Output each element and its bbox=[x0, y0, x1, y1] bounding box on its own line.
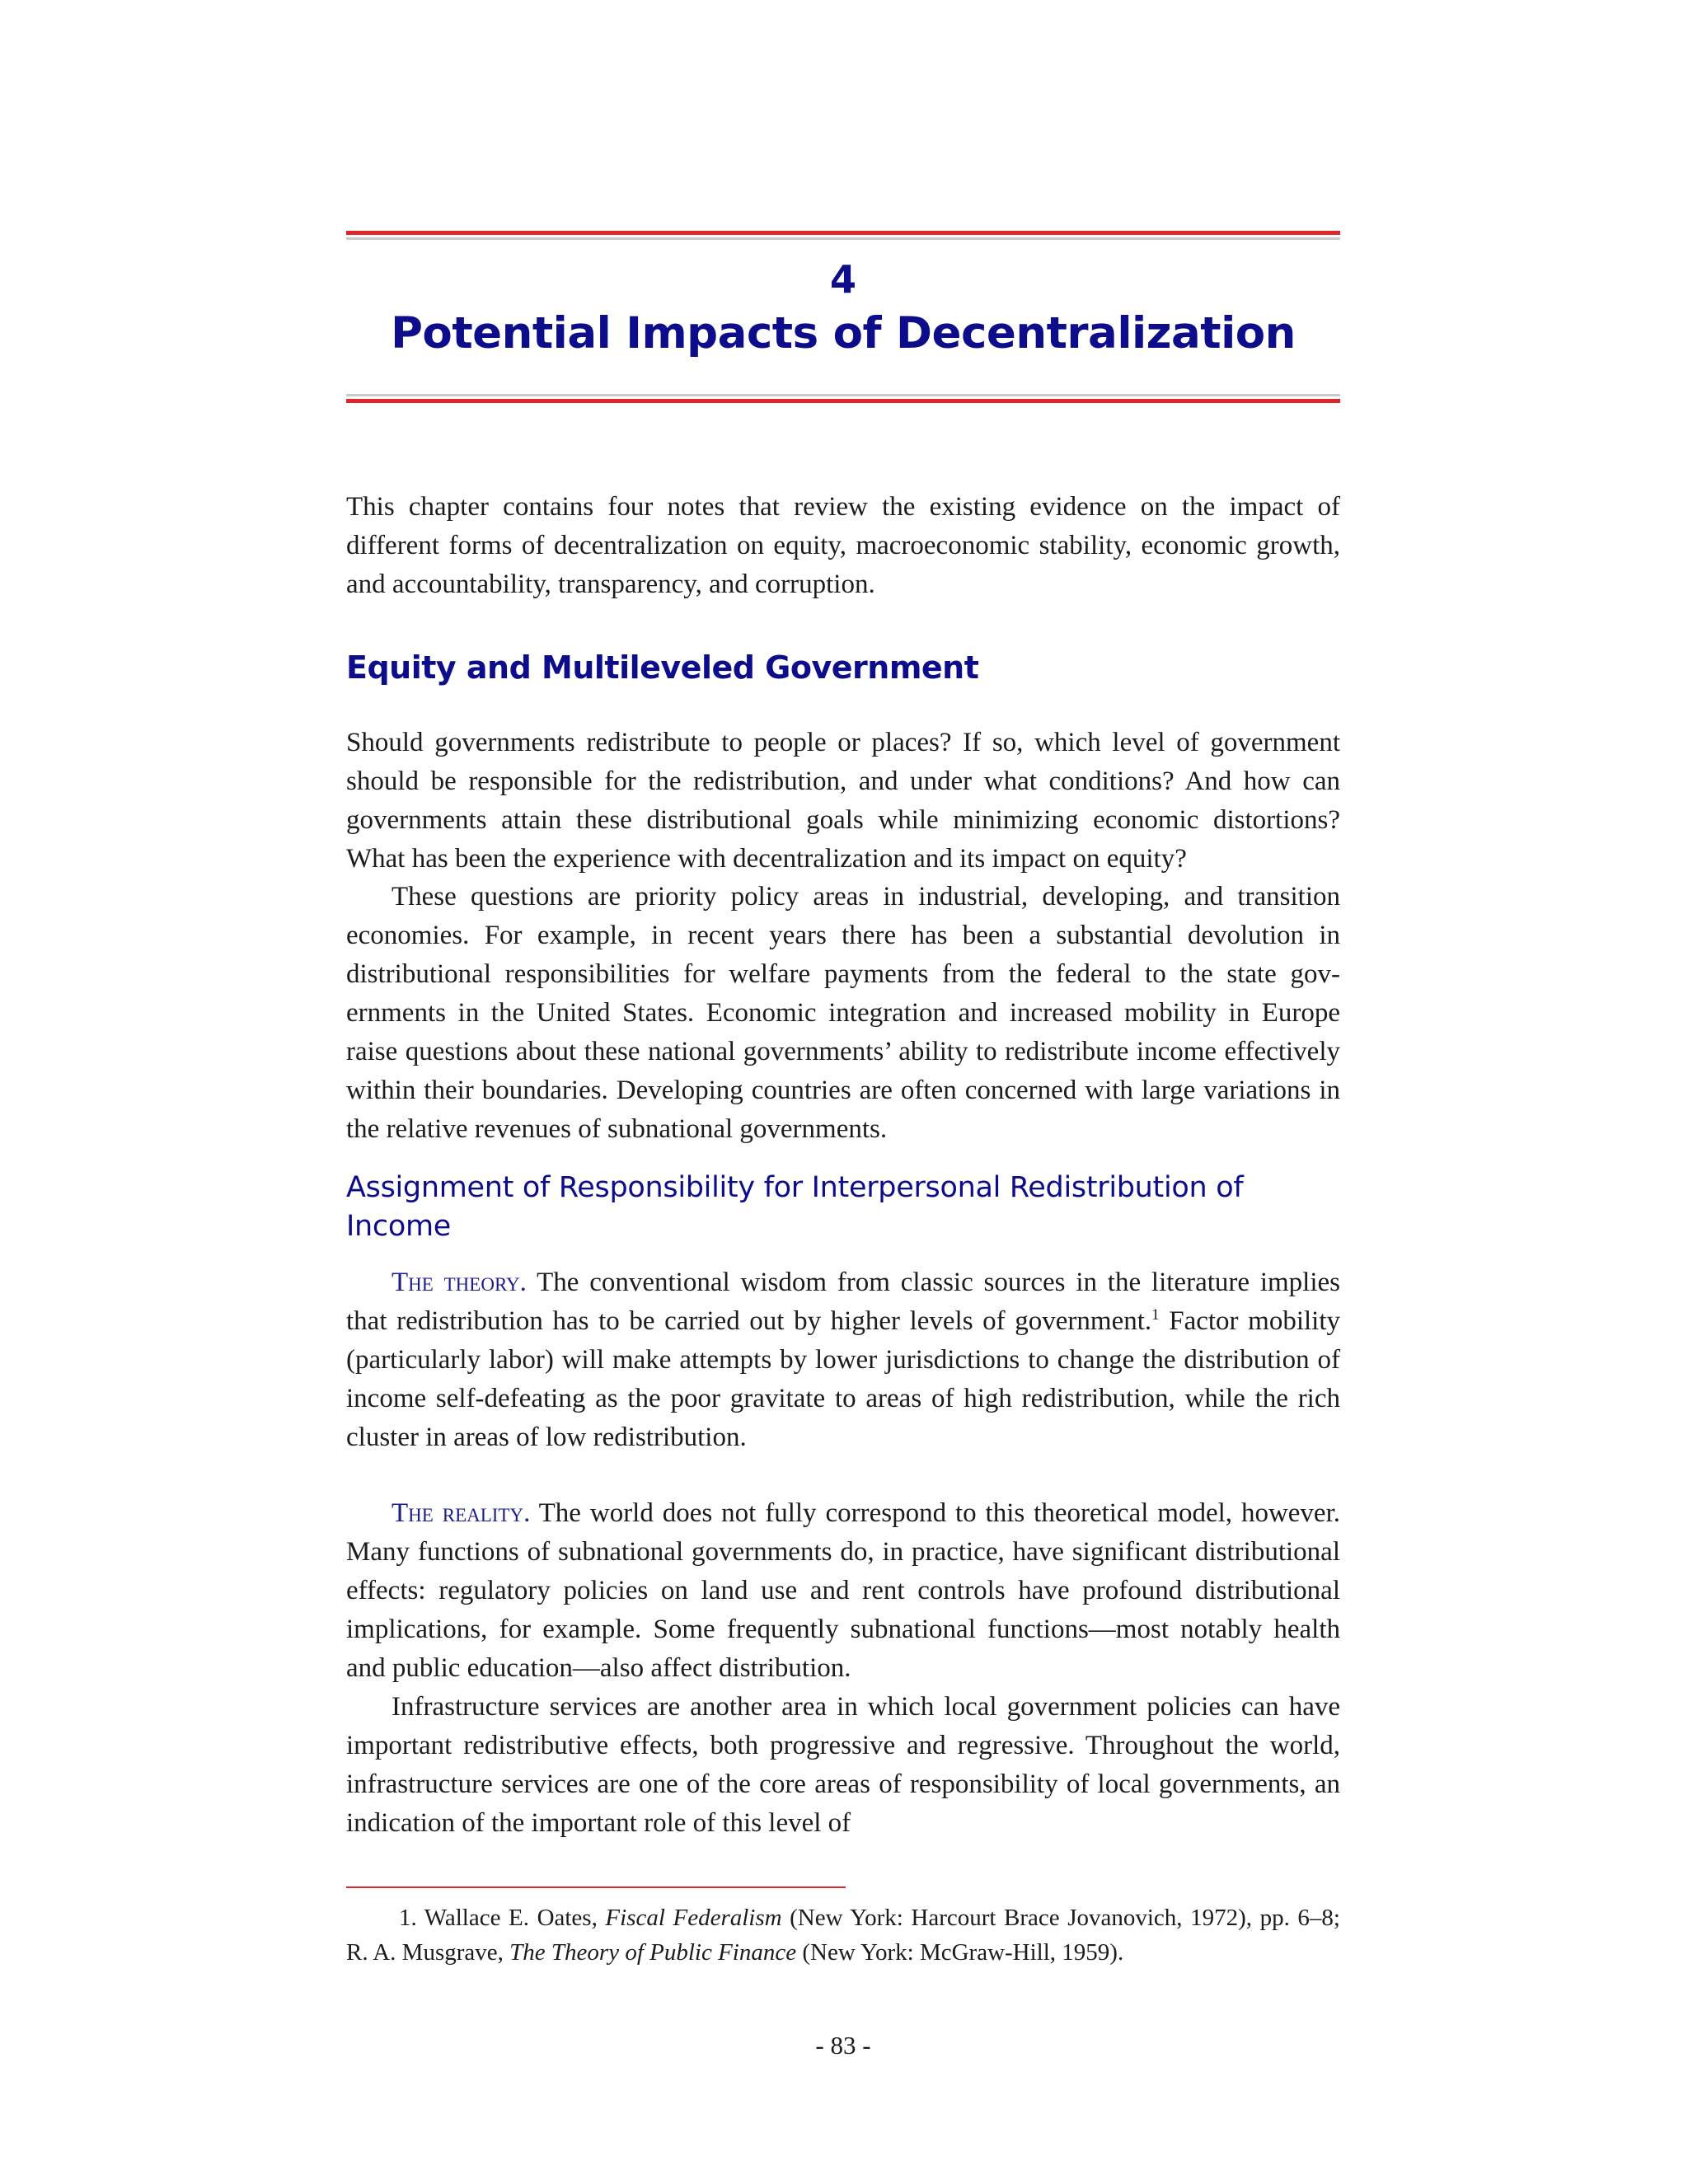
footnote-tail: (New York: McGraw-Hill, 1959). bbox=[796, 1939, 1124, 1966]
theory-text-b: Factor mobility (particularly labor) will make attempts by lower jurisdictions to change the distribution of income self-defeating as the poor gravitate to areas of high redistribution, while the rich cluster in areas of low redistribution. bbox=[346, 1306, 1340, 1452]
theory-text-a: The conventional wisdom from classic sources in the literature implies that redistribution has to be carried out by higher levels of government. bbox=[346, 1268, 1340, 1336]
section-heading: Equity and Multileveled Government bbox=[346, 649, 979, 686]
footnote-marker[interactable]: 1 bbox=[1151, 1306, 1160, 1324]
infrastructure-paragraph: Infrastructure services are another area in which local government policies can have important redistributive effects, both progressive and regressive. Throughout the world, infrastructure services are one of the core areas of responsibility of local governments, an indication of the important role of this level of bbox=[346, 1692, 1340, 1838]
subsection-heading: Assignment of Responsibility for Interpersonal Redistribution of Income bbox=[346, 1171, 1244, 1243]
reality-label: The reality. bbox=[392, 1498, 531, 1528]
section-paragraph-2: These questions are priority policy areas in industrial, developing, and transition economies. For example, in recent years there has been a substantial devolution in distributional responsibilities for welfare payments from the federal to the state governments in the United States. Economic integration and increased mobility in Europe raise questions about these national governments’ ability to redistribute income effectively within their boundaries. Developing countries are often concerned with large variations in the relative revenues of subnational governments. bbox=[346, 882, 1340, 1144]
footnote-text bbox=[346, 1900, 1340, 1970]
chapter-number: 4 bbox=[829, 257, 856, 302]
footnote-mid: (New York: Harcourt Brace Jovanovich, 1972), pp. 6–8; R. A. Musgrave, bbox=[346, 1905, 1340, 1966]
footnote-divider bbox=[346, 1886, 846, 1888]
chapter-rule-bottom bbox=[346, 394, 1340, 403]
chapter-rule-top bbox=[346, 231, 1340, 240]
chapter-title: Potential Impacts of Decentralization bbox=[391, 308, 1296, 359]
reality-text: The world does not fully correspond to this theoretical model, however. Many functions of subnational governments do, in practice, have significant distributional effects: regulatory policies on land use and rent controls have profound distributional implications, for example. Some frequently subnational functions—most notably health and public education—also affect distribution. bbox=[346, 1498, 1340, 1683]
reality-paragraph bbox=[346, 1494, 1340, 1688]
page-number: - 83 - bbox=[815, 2031, 871, 2060]
intro-paragraph: This chapter contains four notes that review the existing evidence on the impact of different forms of decentralization on equity, macroeconomic stability, economic growth, and accountability, transparency, and corruption. bbox=[346, 492, 1340, 599]
theory-label: The theory. bbox=[392, 1268, 527, 1297]
footnote-title-2: The Theory of Public Finance bbox=[509, 1939, 797, 1966]
footnote-lead: 1. Wallace E. Oates, bbox=[399, 1905, 606, 1931]
section-paragraph-1: Should governments redistribute to people or places? If so, which level of government should be responsible for the redistribution, and under what conditions? And how can governments attain these distributional goals while minimizing economic distortions? What has been the experience with decentralization and its impact on equity? bbox=[346, 728, 1340, 874]
theory-paragraph bbox=[346, 1263, 1340, 1457]
footnote bbox=[346, 1900, 1340, 1970]
footnote-title-1: Fiscal Federalism bbox=[605, 1905, 782, 1931]
